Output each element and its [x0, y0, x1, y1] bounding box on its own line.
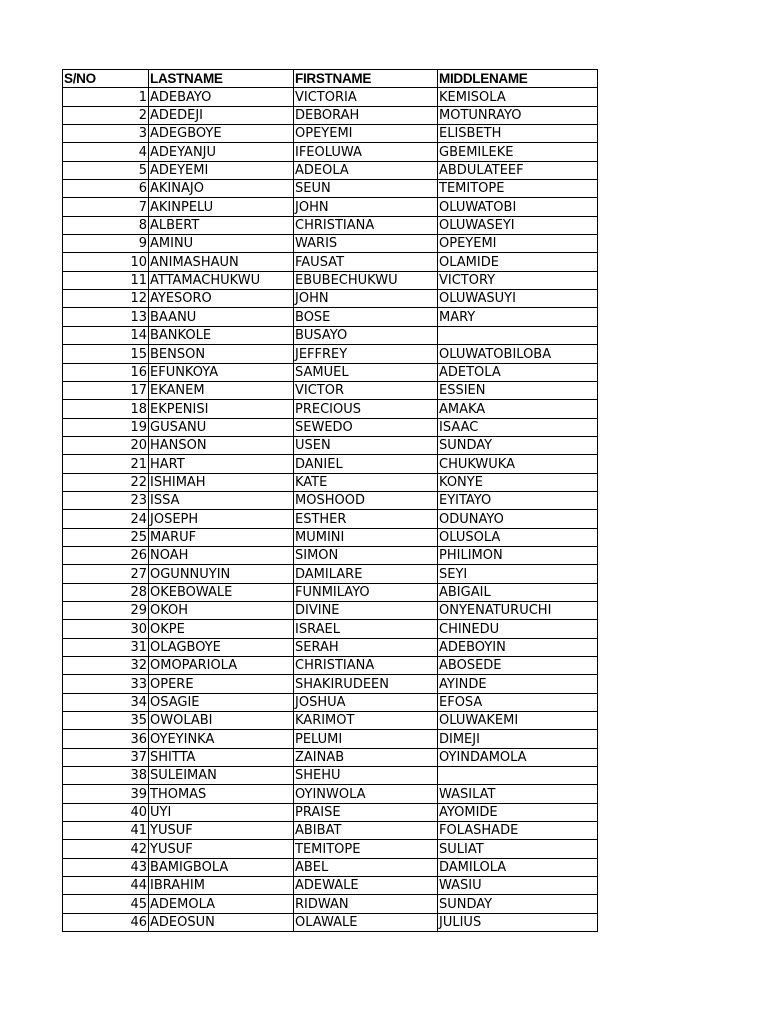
firstname-cell: RIDWAN — [294, 895, 438, 913]
middlename-cell: WASILAT — [438, 785, 598, 803]
firstname-cell: DIVINE — [294, 601, 438, 619]
table-row — [63, 143, 598, 161]
name-list-table — [62, 69, 598, 932]
lastname-cell: EKPENISI — [149, 400, 294, 418]
sno-cell: 21 — [63, 455, 149, 473]
firstname-cell: JOHN — [294, 198, 438, 216]
middlename-cell — [438, 326, 598, 344]
sno-cell: 16 — [63, 363, 149, 381]
table-row — [63, 638, 598, 656]
sno-cell: 32 — [63, 657, 149, 675]
header-middlename: MIDDLENAME — [438, 70, 598, 88]
sno-cell: 18 — [63, 400, 149, 418]
table-row — [63, 400, 598, 418]
firstname-cell: DANIEL — [294, 455, 438, 473]
sno-cell: 39 — [63, 785, 149, 803]
table-row — [63, 106, 598, 124]
table-row — [63, 601, 598, 619]
lastname-cell: AYESORO — [149, 290, 294, 308]
firstname-cell: ZAINAB — [294, 748, 438, 766]
middlename-cell: OLUWATOBI — [438, 198, 598, 216]
sno-cell: 38 — [63, 767, 149, 785]
sno-cell: 2 — [63, 106, 149, 124]
table-row — [63, 803, 598, 821]
lastname-cell: UYI — [149, 803, 294, 821]
table-row — [63, 822, 598, 840]
sno-cell: 10 — [63, 253, 149, 271]
lastname-cell: ISSA — [149, 491, 294, 509]
firstname-cell: ABIBAT — [294, 822, 438, 840]
lastname-cell: OSAGIE — [149, 693, 294, 711]
table-row — [63, 693, 598, 711]
middlename-cell: ABIGAIL — [438, 583, 598, 601]
middlename-cell: OLUWASEYI — [438, 216, 598, 234]
table-row — [63, 858, 598, 876]
lastname-cell: OYEYINKA — [149, 730, 294, 748]
middlename-cell: ABOSEDE — [438, 657, 598, 675]
header-row — [63, 70, 598, 88]
middlename-cell: SULIAT — [438, 840, 598, 858]
middlename-cell: OPEYEMI — [438, 235, 598, 253]
firstname-cell: OPEYEMI — [294, 125, 438, 143]
middlename-cell: TEMITOPE — [438, 180, 598, 198]
lastname-cell: OMOPARIOLA — [149, 657, 294, 675]
sno-cell: 23 — [63, 491, 149, 509]
lastname-cell: OKEBOWALE — [149, 583, 294, 601]
sno-cell: 1 — [63, 88, 149, 106]
table-row — [63, 748, 598, 766]
sno-cell: 13 — [63, 308, 149, 326]
middlename-cell: EYITAYO — [438, 491, 598, 509]
middlename-cell: KONYE — [438, 473, 598, 491]
middlename-cell: ELISBETH — [438, 125, 598, 143]
sno-cell: 24 — [63, 510, 149, 528]
firstname-cell: SHAKIRUDEEN — [294, 675, 438, 693]
firstname-cell: ESTHER — [294, 510, 438, 528]
lastname-cell: ADEOSUN — [149, 913, 294, 931]
sno-cell: 20 — [63, 436, 149, 454]
firstname-cell: FUNMILAYO — [294, 583, 438, 601]
lastname-cell: OKOH — [149, 601, 294, 619]
table-row — [63, 583, 598, 601]
table-row — [63, 528, 598, 546]
table-row — [63, 712, 598, 730]
lastname-cell: HART — [149, 455, 294, 473]
lastname-cell: EKANEM — [149, 381, 294, 399]
firstname-cell: PELUMI — [294, 730, 438, 748]
lastname-cell: EFUNKOYA — [149, 363, 294, 381]
lastname-cell: HANSON — [149, 436, 294, 454]
lastname-cell: ANIMASHAUN — [149, 253, 294, 271]
middlename-cell: ODUNAYO — [438, 510, 598, 528]
sno-cell: 29 — [63, 601, 149, 619]
firstname-cell: BUSAYO — [294, 326, 438, 344]
sno-cell: 7 — [63, 198, 149, 216]
table-row — [63, 473, 598, 491]
middlename-cell: OLUWAKEMI — [438, 712, 598, 730]
middlename-cell: AYINDE — [438, 675, 598, 693]
middlename-cell — [438, 767, 598, 785]
table-row — [63, 491, 598, 509]
table-body — [63, 88, 598, 932]
table-row — [63, 840, 598, 858]
table-row — [63, 180, 598, 198]
firstname-cell: DAMILARE — [294, 565, 438, 583]
table-row — [63, 253, 598, 271]
table-row — [63, 455, 598, 473]
middlename-cell: FOLASHADE — [438, 822, 598, 840]
middlename-cell: CHUKWUKA — [438, 455, 598, 473]
firstname-cell: OLAWALE — [294, 913, 438, 931]
table-row — [63, 620, 598, 638]
table-row — [63, 657, 598, 675]
table-row — [63, 363, 598, 381]
lastname-cell: AKINPELU — [149, 198, 294, 216]
lastname-cell: ADEBAYO — [149, 88, 294, 106]
middlename-cell: GBEMILEKE — [438, 143, 598, 161]
middlename-cell: OLAMIDE — [438, 253, 598, 271]
sno-cell: 12 — [63, 290, 149, 308]
sno-cell: 25 — [63, 528, 149, 546]
firstname-cell: ABEL — [294, 858, 438, 876]
table-row — [63, 767, 598, 785]
sno-cell: 44 — [63, 877, 149, 895]
table-row — [63, 675, 598, 693]
table-row — [63, 161, 598, 179]
sno-cell: 35 — [63, 712, 149, 730]
sno-cell: 26 — [63, 546, 149, 564]
lastname-cell: AMINU — [149, 235, 294, 253]
sno-cell: 30 — [63, 620, 149, 638]
sno-cell: 46 — [63, 913, 149, 931]
header-lastname: LASTNAME — [149, 70, 294, 88]
table-row — [63, 381, 598, 399]
table-row — [63, 308, 598, 326]
firstname-cell: FAUSAT — [294, 253, 438, 271]
firstname-cell: OYINWOLA — [294, 785, 438, 803]
table-row — [63, 895, 598, 913]
table-row — [63, 565, 598, 583]
middlename-cell: MARY — [438, 308, 598, 326]
lastname-cell: OPERE — [149, 675, 294, 693]
middlename-cell: ESSIEN — [438, 381, 598, 399]
middlename-cell: DIMEJI — [438, 730, 598, 748]
firstname-cell: KARIMOT — [294, 712, 438, 730]
table-row — [63, 235, 598, 253]
sno-cell: 27 — [63, 565, 149, 583]
lastname-cell: OGUNNUYIN — [149, 565, 294, 583]
table-row — [63, 345, 598, 363]
firstname-cell: PRAISE — [294, 803, 438, 821]
lastname-cell: ADEYEMI — [149, 161, 294, 179]
middlename-cell: VICTORY — [438, 271, 598, 289]
sno-cell: 41 — [63, 822, 149, 840]
firstname-cell: JOHN — [294, 290, 438, 308]
lastname-cell: ADEGBOYE — [149, 125, 294, 143]
firstname-cell: CHRISTIANA — [294, 657, 438, 675]
table-row — [63, 730, 598, 748]
lastname-cell: BENSON — [149, 345, 294, 363]
lastname-cell: AKINAJO — [149, 180, 294, 198]
firstname-cell: SERAH — [294, 638, 438, 656]
middlename-cell: SEYI — [438, 565, 598, 583]
sno-cell: 11 — [63, 271, 149, 289]
lastname-cell: YUSUF — [149, 840, 294, 858]
middlename-cell: ISAAC — [438, 418, 598, 436]
lastname-cell: JOSEPH — [149, 510, 294, 528]
lastname-cell: BAMIGBOLA — [149, 858, 294, 876]
table-row — [63, 913, 598, 931]
lastname-cell: BANKOLE — [149, 326, 294, 344]
middlename-cell: CHINEDU — [438, 620, 598, 638]
header-sno: S/NO — [63, 70, 149, 88]
table-row — [63, 546, 598, 564]
sno-cell: 45 — [63, 895, 149, 913]
table-row — [63, 785, 598, 803]
middlename-cell: KEMISOLA — [438, 88, 598, 106]
firstname-cell: VICTOR — [294, 381, 438, 399]
firstname-cell: SEUN — [294, 180, 438, 198]
firstname-cell: USEN — [294, 436, 438, 454]
middlename-cell: MOTUNRAYO — [438, 106, 598, 124]
lastname-cell: OWOLABI — [149, 712, 294, 730]
table-row — [63, 88, 598, 106]
lastname-cell: SULEIMAN — [149, 767, 294, 785]
middlename-cell: ADETOLA — [438, 363, 598, 381]
middlename-cell: PHILIMON — [438, 546, 598, 564]
lastname-cell: ATTAMACHUKWU — [149, 271, 294, 289]
sno-cell: 37 — [63, 748, 149, 766]
middlename-cell: DAMILOLA — [438, 858, 598, 876]
sno-cell: 40 — [63, 803, 149, 821]
firstname-cell: WARIS — [294, 235, 438, 253]
lastname-cell: ADEMOLA — [149, 895, 294, 913]
firstname-cell: SIMON — [294, 546, 438, 564]
table-row — [63, 418, 598, 436]
lastname-cell: THOMAS — [149, 785, 294, 803]
middlename-cell: OYINDAMOLA — [438, 748, 598, 766]
lastname-cell: ADEDEJI — [149, 106, 294, 124]
sno-cell: 15 — [63, 345, 149, 363]
lastname-cell: YUSUF — [149, 822, 294, 840]
table-row — [63, 216, 598, 234]
sno-cell: 5 — [63, 161, 149, 179]
lastname-cell: ALBERT — [149, 216, 294, 234]
middlename-cell: OLUSOLA — [438, 528, 598, 546]
middlename-cell: ADEBOYIN — [438, 638, 598, 656]
firstname-cell: DEBORAH — [294, 106, 438, 124]
lastname-cell: GUSANU — [149, 418, 294, 436]
sno-cell: 8 — [63, 216, 149, 234]
sno-cell: 28 — [63, 583, 149, 601]
lastname-cell: ADEYANJU — [149, 143, 294, 161]
table-row — [63, 510, 598, 528]
firstname-cell: SHEHU — [294, 767, 438, 785]
lastname-cell: SHITTA — [149, 748, 294, 766]
table-row — [63, 436, 598, 454]
firstname-cell: KATE — [294, 473, 438, 491]
lastname-cell: BAANU — [149, 308, 294, 326]
middlename-cell: AMAKA — [438, 400, 598, 418]
firstname-cell: VICTORIA — [294, 88, 438, 106]
firstname-cell: MUMINI — [294, 528, 438, 546]
middlename-cell: EFOSA — [438, 693, 598, 711]
sno-cell: 42 — [63, 840, 149, 858]
table-row — [63, 326, 598, 344]
middlename-cell: WASIU — [438, 877, 598, 895]
table-row — [63, 198, 598, 216]
table-row — [63, 290, 598, 308]
sno-cell: 22 — [63, 473, 149, 491]
sno-cell: 36 — [63, 730, 149, 748]
sno-cell: 14 — [63, 326, 149, 344]
middlename-cell: OLUWATOBILOBA — [438, 345, 598, 363]
middlename-cell: SUNDAY — [438, 436, 598, 454]
firstname-cell: ISRAEL — [294, 620, 438, 638]
sno-cell: 19 — [63, 418, 149, 436]
sno-cell: 4 — [63, 143, 149, 161]
firstname-cell: PRECIOUS — [294, 400, 438, 418]
sno-cell: 33 — [63, 675, 149, 693]
sno-cell: 17 — [63, 381, 149, 399]
table-row — [63, 877, 598, 895]
sno-cell: 31 — [63, 638, 149, 656]
lastname-cell: OLAGBOYE — [149, 638, 294, 656]
lastname-cell: ISHIMAH — [149, 473, 294, 491]
firstname-cell: ADEWALE — [294, 877, 438, 895]
firstname-cell: TEMITOPE — [294, 840, 438, 858]
sno-cell: 43 — [63, 858, 149, 876]
middlename-cell: AYOMIDE — [438, 803, 598, 821]
firstname-cell: CHRISTIANA — [294, 216, 438, 234]
middlename-cell: OLUWASUYI — [438, 290, 598, 308]
firstname-cell: MOSHOOD — [294, 491, 438, 509]
lastname-cell: OKPE — [149, 620, 294, 638]
firstname-cell: ADEOLA — [294, 161, 438, 179]
firstname-cell: EBUBECHUKWU — [294, 271, 438, 289]
firstname-cell: JOSHUA — [294, 693, 438, 711]
lastname-cell: MARUF — [149, 528, 294, 546]
firstname-cell: SAMUEL — [294, 363, 438, 381]
middlename-cell: ABDULATEEF — [438, 161, 598, 179]
middlename-cell: JULIUS — [438, 913, 598, 931]
sno-cell: 9 — [63, 235, 149, 253]
lastname-cell: NOAH — [149, 546, 294, 564]
firstname-cell: JEFFREY — [294, 345, 438, 363]
firstname-cell: SEWEDO — [294, 418, 438, 436]
sno-cell: 3 — [63, 125, 149, 143]
table-row — [63, 125, 598, 143]
lastname-cell: IBRAHIM — [149, 877, 294, 895]
middlename-cell: ONYENATURUCHI — [438, 601, 598, 619]
firstname-cell: IFEOLUWA — [294, 143, 438, 161]
sno-cell: 34 — [63, 693, 149, 711]
table-row — [63, 271, 598, 289]
middlename-cell: SUNDAY — [438, 895, 598, 913]
header-firstname: FIRSTNAME — [294, 70, 438, 88]
firstname-cell: BOSE — [294, 308, 438, 326]
sno-cell: 6 — [63, 180, 149, 198]
